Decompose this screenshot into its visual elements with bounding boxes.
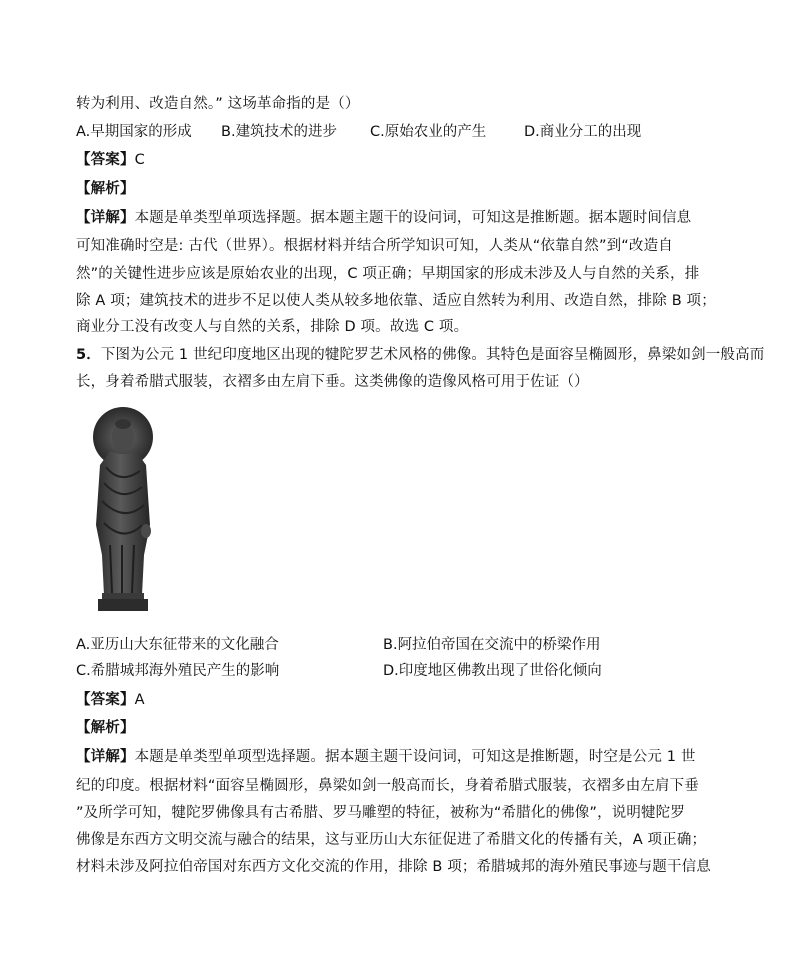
option-letter: B. [221,124,236,140]
q5-option-d [383,661,602,681]
q5-option-b [383,635,601,655]
option-text: 原始农业的产生 [384,124,487,140]
q4-detail-line: 【详解】本题是单类型单项选择题。据本题主题干的设问词，可知这是推断题。据本题时间信息 [76,210,692,226]
q4-option-d [524,122,641,142]
option-letter: D. [383,663,399,679]
q5-detail-line: 【详解】本题是单类型单项型选择题。据本题主题干设问词，可知这是推断题，时空是公元 1 世 [76,749,696,765]
q4-option-c [370,122,486,142]
q4-analysis-label: 【解析】 [76,181,135,197]
q5-option-a [76,635,279,655]
q5-option-c [76,661,279,681]
option-text: 建筑技术的进步 [235,124,338,140]
question-5-stem: 5．下图为公元 1 世纪印度地区出现的犍陀罗艺术风格的佛像。其特色是面容呈椭圆形，鼻梁如剑一般高而 [76,347,765,363]
detail-label: 【详解】 [76,210,135,226]
question-4-stem: 转为利用、改造自然。” 这场革命指的是（） [76,96,360,112]
q4-detail-line: 除 A 项；建筑技术的进步不足以使人类从较多地依靠、适应自然转为利用、改造自然，排除 B 项； [76,293,716,309]
option-text: 希腊城邦海外殖民产生的影响 [90,663,280,679]
answer-label: 【答案】 [76,152,135,168]
q4-option-b [221,122,337,142]
q4-detail-line: 可知准确时空是: 古代（世界）。根据材料并结合所学知识可知，人类从“依靠自然”到“改造自 [76,238,673,254]
answer-value: C [134,152,145,168]
option-letter: A. [76,637,91,653]
question-number: 5． [76,347,101,363]
q4-detail-line: 然”的关键性进步应该是原始农业的出现，C 项正确；早期国家的形成未涉及人与自然的关系，排 [76,266,700,282]
q5-analysis-label: 【解析】 [76,720,135,736]
option-text: 亚历山大东征带来的文化融合 [90,637,279,653]
q5-detail-line: 佛像是东西方文明交流与融合的结果，这与亚历山大东征促进了希腊文化的传播有关，A 项正确； [76,832,707,848]
q5-detail-line: 纪的印度。根据材料“面容呈椭圆形，鼻梁如剑一般高而长，身着希腊式服装，衣褶多由左肩下垂 [76,778,699,794]
option-text: 阿拉伯帝国在交流中的桥梁作用 [397,637,601,653]
q4-option-a [76,122,192,142]
statue-figure [80,405,166,615]
option-text: 早期国家的形成 [90,124,192,140]
option-letter: B. [383,637,398,653]
option-text: 商业分工的出现 [539,124,642,140]
q5-answer [76,690,145,710]
option-letter: A. [76,124,91,140]
answer-label: 【答案】 [76,692,135,708]
option-letter: D. [524,124,540,140]
option-letter: C. [76,663,91,679]
q4-answer [76,150,145,170]
q5-detail-line: 材料未涉及阿拉伯帝国对东西方文化交流的作用，排除 B 项；希腊城邦的海外殖民事迹与题干信息 [76,859,711,875]
q4-detail-line: 商业分工没有改变人与自然的关系，排除 D 项。故选 C 项。 [76,319,469,335]
answer-value: A [134,692,145,708]
question-5-stem: 长，身着希腊式服装，衣褶多由左肩下垂。这类佛像的造像风格可用于佐证（） [76,374,589,390]
q5-detail-line: ”及所学可知，犍陀罗佛像具有古希腊、罗马雕塑的特征，被称为“希腊化的佛像”，说明犍陀罗 [76,805,685,821]
detail-label: 【详解】 [76,749,135,765]
gandhara-buddha-statue-image [80,405,166,615]
option-letter: C. [370,124,385,140]
option-text: 印度地区佛教出现了世俗化倾向 [398,663,602,679]
